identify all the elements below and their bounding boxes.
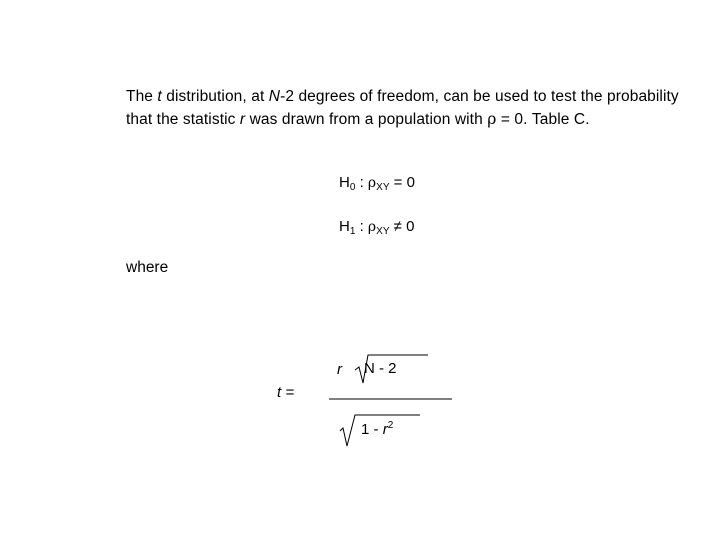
h1-relation: ≠ 0	[393, 218, 415, 235]
where-label: where	[126, 259, 169, 276]
r-symbol: r	[239, 111, 246, 128]
h0-rho: ρ	[367, 175, 377, 191]
h0-colon: :	[359, 174, 364, 191]
h0-subscript: 0	[349, 182, 356, 193]
h1-letter: H	[339, 218, 350, 235]
numerator-r: r	[337, 361, 342, 378]
h1-subscript: 1	[349, 226, 356, 237]
intro-text-2: distribution, at	[161, 88, 269, 105]
denominator-radicand	[361, 420, 393, 438]
denominator-r: r	[382, 421, 388, 438]
numerator-radicand: N - 2	[364, 360, 397, 377]
formula-lhs-text: t =	[277, 384, 295, 401]
h1-colon: :	[359, 218, 364, 235]
h1-rho: ρ	[367, 219, 377, 235]
h0-letter: H	[339, 174, 350, 191]
intro-text-5: = 0. Table C.	[496, 111, 590, 128]
n-symbol: N	[268, 88, 281, 105]
intro-text-3: -2 degrees of freedom, can be used to test the probability that the statistic	[126, 88, 679, 128]
intro-text-4: was drawn from a population with	[245, 111, 488, 128]
denominator-prefix: 1 -	[361, 421, 383, 438]
h0-rho-subscript: XY	[376, 182, 390, 193]
formula-lhs	[277, 384, 294, 401]
t-symbol: t	[157, 88, 162, 105]
intro-text-1: The	[126, 88, 158, 105]
rho-symbol: ρ	[487, 110, 497, 128]
h1-rho-subscript: XY	[376, 226, 390, 237]
h0-relation: = 0	[393, 174, 415, 191]
denominator-exponent: 2	[387, 420, 394, 431]
